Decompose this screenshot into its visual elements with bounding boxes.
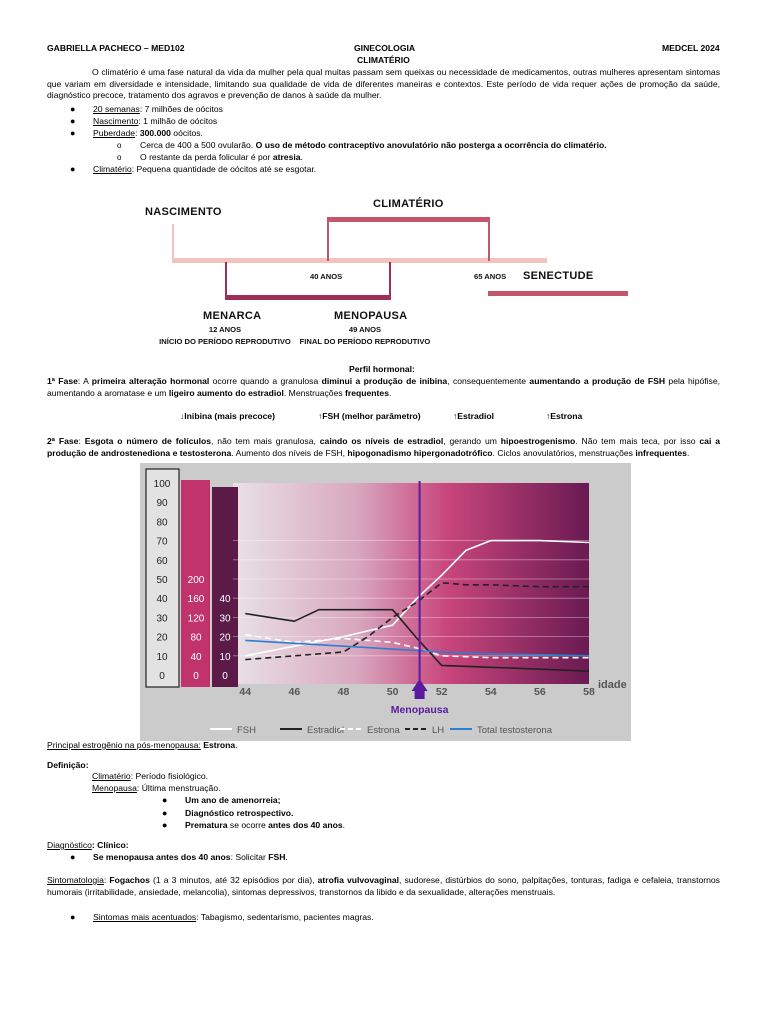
y-tick-label: 30 xyxy=(156,613,168,625)
label-menopausa-desc: FINAL DO PERÍODO REPRODUTIVO xyxy=(299,337,431,346)
label-menarca: MENARCA xyxy=(203,310,262,322)
y3-tick-label: 30 xyxy=(219,613,231,625)
label-menarca-age: 12 ANOS xyxy=(208,325,242,334)
phase1-paragraph: 1ª Fase: A primeira alteração hormonal ocorre quando a granulosa diminui a produção de inibina, consequentemente aumentando a produção de FSH pela hipófise, aumentando a aromatase e um ligeiro aumento do estradiol. Menstruações frequentes. xyxy=(47,376,721,398)
x-tick-label: 48 xyxy=(337,686,350,698)
intro-paragraph: O climatério é uma fase natural da vida da mulher pela qual muitas passam sem queixas ou necessidade de medicamentos, outras mulheres apresentam sintomas que variam em diversidade e intensidade, limitando sua qualidade de vida de diferentes maneiras e contextos. Este período de vida requer ações de promoção da saúde, diagnóstico precoce, tratamento dos agravos e prevenção de danos à saúde da mulher. xyxy=(47,67,720,101)
legend-label: Estrona xyxy=(367,725,400,736)
y2-tick-label: 40 xyxy=(190,651,202,663)
reproductive-bar xyxy=(225,295,391,300)
def-climaterio: Climatério: Período fisiológico. xyxy=(92,771,209,781)
x-tick-label: 56 xyxy=(534,686,546,698)
y2-tick-label: 0 xyxy=(193,671,199,682)
label-senectude: SENECTUDE xyxy=(523,270,594,282)
y-tick-label: 10 xyxy=(156,651,168,663)
label-menopausa: MENOPAUSA xyxy=(334,310,408,322)
y-tick-label: 90 xyxy=(156,498,168,510)
hormone-arrows xyxy=(0,411,768,423)
x-axis-label: idade xyxy=(598,679,627,691)
x-tick-label: 58 xyxy=(583,686,595,698)
phase2-paragraph: 2ª Fase: Esgota o número de folículos, não tem mais granulosa, caindo os níveis de estradiol, gerando um hipoestrogenismo. Não tem mais teca, por isso cai a produção de androstenediona e testosterona. Aumento dos níveis de FSH, hipogonadismo hipergonadotrófico. Ciclos anovulatórios, menstruações infrequentes. xyxy=(47,436,721,458)
page-title: CLIMATÉRIO xyxy=(357,55,410,65)
definition-title: Definição: xyxy=(47,760,89,770)
y-tick-label: 50 xyxy=(156,575,168,586)
arrow-fsh: ↑FSH (melhor parâmetro) xyxy=(318,411,421,421)
climaterio-bar xyxy=(327,217,490,222)
term: 20 semanas xyxy=(93,104,140,114)
y-tick-label: 60 xyxy=(156,555,168,567)
legend-label: LH xyxy=(432,725,445,736)
y3-tick-label: 0 xyxy=(222,671,228,682)
arrow-inibina: ↓Inibina (mais precoce) xyxy=(180,411,276,421)
x-tick-label: 50 xyxy=(386,686,399,698)
climaterio-right xyxy=(488,217,490,261)
hormone-chart-svg xyxy=(140,463,631,741)
menopausa-tick xyxy=(389,262,391,298)
header-subject: GINECOLOGIA xyxy=(354,43,416,53)
y3-tick-label: 40 xyxy=(219,594,231,606)
label-menopausa-age: 49 ANOS xyxy=(348,325,382,334)
y-tick-label: 100 xyxy=(153,479,171,490)
y2-tick-label: 80 xyxy=(190,632,202,644)
plot-area xyxy=(233,483,589,684)
menarca-tick xyxy=(225,262,227,298)
label-40-anos: 40 ANOS xyxy=(310,272,343,281)
header-course: MEDCEL 2024 xyxy=(662,43,720,53)
main-estrogen-line: Principal estrogênio na pós-menopausa: Estrona. xyxy=(47,740,238,750)
y2-tick-label: 160 xyxy=(187,594,205,606)
symptoms-paragraph: Sintomatologia: Fogachos (1 a 3 minutos, até 32 episódios por dia), atrofia vulvovaginal, sudorese, distúrbios do sono, palpitações, tonturas, fadiga e cefaleia, transtornos humorais (irritabilidade, ansiedade, melancolia), sintomas depressivos, transtornos da libido e da sexualidade, alterações menstruais. xyxy=(47,875,720,897)
y3-tick-label: 10 xyxy=(219,651,231,663)
section-title-perfil: Perfil hormonal: xyxy=(349,364,415,374)
life-line xyxy=(172,258,547,263)
label-nascimento: NASCIMENTO xyxy=(145,206,222,218)
legend-label: Total testosterona xyxy=(477,725,552,736)
y-tick-label: 0 xyxy=(159,671,165,682)
legend-label: Estradiol xyxy=(307,725,344,736)
senectude-bar xyxy=(488,291,628,296)
header-author: GABRIELLA PACHECO – MED102 xyxy=(47,43,185,53)
label-menarca-desc: INÍCIO DO PERÍODO REPRODUTIVO xyxy=(159,337,291,346)
y-tick-label: 20 xyxy=(156,632,168,644)
x-tick-label: 46 xyxy=(288,686,301,698)
timeline-graphic xyxy=(0,0,768,360)
y2-tick-label: 200 xyxy=(187,575,205,586)
birth-tick xyxy=(172,224,174,262)
x-tick-label: 52 xyxy=(435,686,448,698)
hormone-chart xyxy=(140,463,631,741)
label-65-anos: 65 ANOS xyxy=(474,272,507,281)
legend-label: FSH xyxy=(237,725,256,736)
y2-tick-label: 120 xyxy=(187,613,205,625)
y-tick-label: 80 xyxy=(156,517,168,529)
y3-tick-label: 20 xyxy=(219,632,231,644)
menopause-label: Menopausa xyxy=(390,704,449,716)
arrow-estradiol: ↑Estradiol xyxy=(453,411,495,421)
diagnosis-line: Diagnóstico: Clínico: xyxy=(47,840,129,850)
timeline-diagram xyxy=(0,0,768,360)
x-tick-label: 44 xyxy=(239,686,252,698)
x-tick-label: 54 xyxy=(484,686,497,698)
y-tick-label: 40 xyxy=(156,594,168,606)
label-climaterio: CLIMATÉRIO xyxy=(373,198,444,210)
climaterio-left xyxy=(327,217,329,261)
def-menopausa: Menopausa: Última menstruação. xyxy=(92,783,221,793)
arrow-estrona: ↑Estrona xyxy=(546,411,583,421)
y-tick-label: 70 xyxy=(156,536,168,548)
